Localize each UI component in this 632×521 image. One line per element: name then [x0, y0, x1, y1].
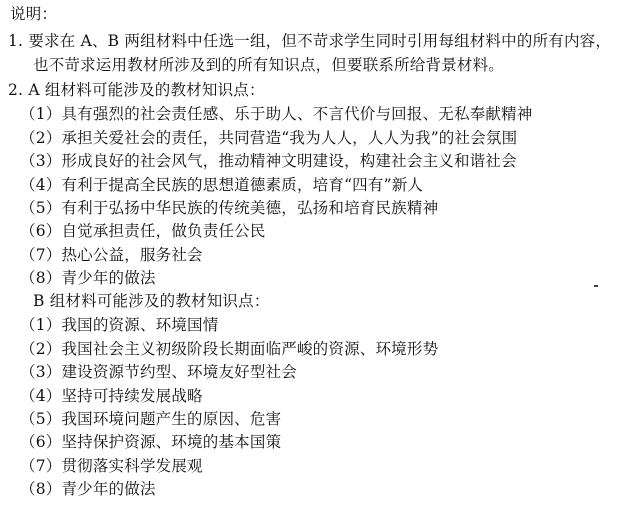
point-2-line [8, 79, 265, 102]
group-b-item-3: （3）建设资源节约型、环境友好型社会 [20, 363, 297, 381]
group-b-item-6: （6）坚持保护资源、环境的基本国策 [20, 433, 282, 451]
group-a-item-2: （2）承担关爱社会的责任，共同营造“我为人人，人人为我”的社会氛围 [20, 129, 518, 147]
point-1-line-1 [8, 30, 611, 53]
group-a-item-6: （6）自觉承担责任，做负责任公民 [20, 222, 266, 240]
group-a-item-7: （7）热心公益，服务社会 [20, 246, 203, 264]
group-a-item-5: （5）有利于弘扬中华民族的传统美德，弘扬和培育民族精神 [20, 199, 439, 217]
group-b-item-1: （1）我国的资源、环境国情 [20, 316, 219, 334]
scan-speck [594, 285, 598, 287]
group-b-item-4: （4）坚持可持续发展战略 [20, 387, 203, 405]
group-b-item-8: （8）青少年的做法 [20, 480, 156, 498]
group-a-item-3: （3）形成良好的社会风气，推动精神文明建设，构建社会主义和谐社会 [20, 152, 517, 170]
point-1-line-2: 也不苛求运用教材所涉及到的所有知识点，但要联系所给背景材料。 [33, 56, 505, 74]
group-a-item-8: （8）青少年的做法 [20, 269, 156, 287]
point-1-text-1: 要求在 A、B 两组材料中任选一组，但不苛求学生同时引用每组材料中的所有内容， [28, 32, 612, 50]
group-b-item-2: （2）我国社会主义初级阶段长期面临严峻的资源、环境形势 [20, 340, 439, 358]
heading: 说明： [10, 5, 58, 23]
point-1-number: 1. [8, 32, 24, 50]
group-a-intro: A 组材料可能涉及的教材知识点： [28, 81, 265, 99]
group-a-item-4: （4）有利于提高全民族的思想道德素质，培育“四有”新人 [20, 176, 424, 194]
group-b-item-5: （5）我国环境问题产生的原因、危害 [20, 410, 282, 428]
group-b-intro: B 组材料可能涉及的教材知识点： [33, 292, 270, 310]
point-2-number: 2. [8, 81, 24, 99]
group-a-item-1: （1）具有强烈的社会责任感、乐于助人、不言代价与回报、无私奉献精神 [20, 105, 533, 123]
group-b-item-7: （7）贯彻落实科学发展观 [20, 457, 203, 475]
